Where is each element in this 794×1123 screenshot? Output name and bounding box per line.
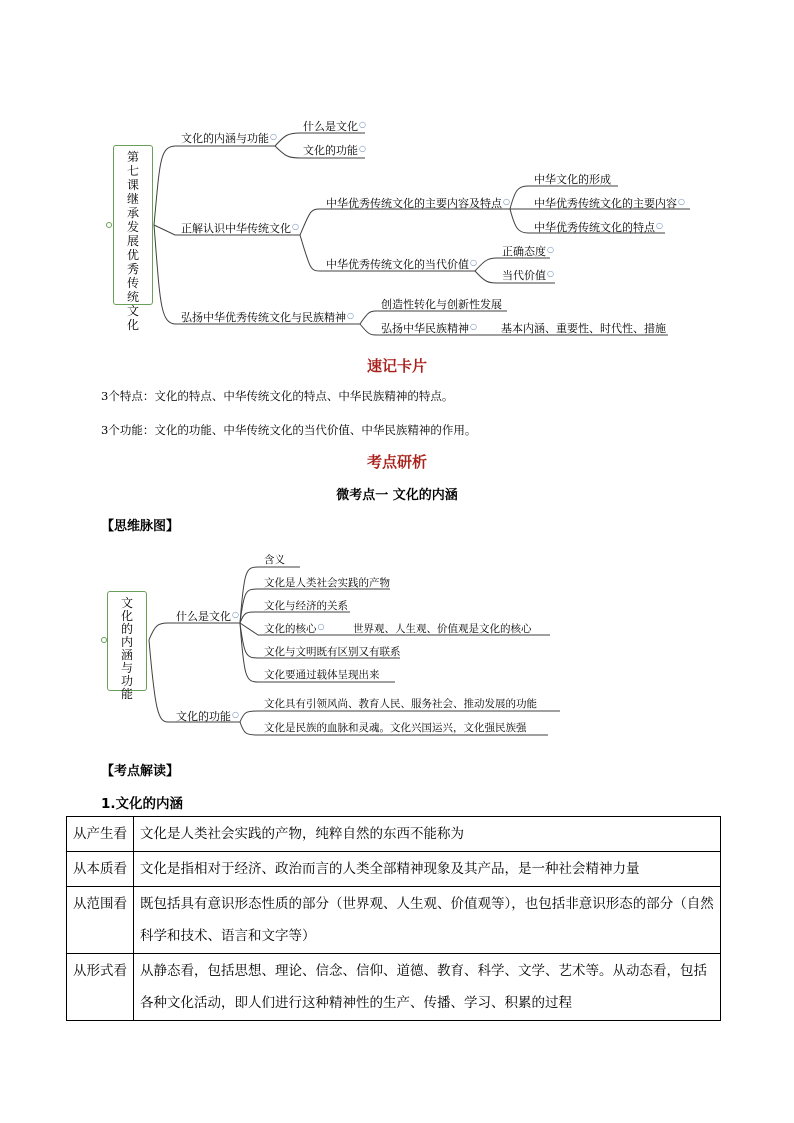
mindmap1-root: 第七课 继承发展优秀传统文化 xyxy=(113,145,153,305)
analysis-title: 考点研析 xyxy=(366,453,427,471)
mindmap2-node: 文化与文明既有区别又有联系 xyxy=(264,646,401,658)
culture-connotation-table xyxy=(66,816,721,1021)
mindmap1-node: 正确态度○ xyxy=(502,245,554,258)
table-row xyxy=(67,817,721,852)
mindmap2-branch-1: 什么是文化○ xyxy=(176,610,239,623)
table-key: 从范围看 xyxy=(67,887,134,954)
mindmap2-node: 文化要通过载体呈现出来 xyxy=(264,669,380,681)
mindmap2-node: 文化与经济的关系 xyxy=(264,600,348,612)
mindmap1-node: 当代价值○ xyxy=(502,269,554,282)
mindmap1-node: 什么是文化○ xyxy=(303,120,366,133)
mindmap2-branch-2: 文化的功能○ xyxy=(176,710,239,723)
mindmap1-node: 基本内涵、重要性、时代性、措施 xyxy=(501,322,666,335)
mindmap2-root: 文化的内涵与功能 xyxy=(107,591,147,691)
card-line-1: 3个特点：文化的特点、中华传统文化的特点、中华民族精神的特点。 xyxy=(101,389,454,403)
mindmap1-branch-1: 文化的内涵与功能○ xyxy=(181,132,277,145)
mindmap2-node: 文化是民族的血脉和灵魂。文化兴国运兴，文化强民族强 xyxy=(264,722,527,734)
mindmap1-node: 中华文化的形成 xyxy=(534,173,611,186)
mindmap1-node: 文化的功能○ xyxy=(303,144,366,157)
mindmap2-heading: 【思维脉图】 xyxy=(101,519,180,534)
mindmap1-branch-2: 正解认识中华传统文化○ xyxy=(181,222,299,235)
table-row xyxy=(67,954,721,1021)
mindmap1-node: 中华优秀传统文化的当代价值○ xyxy=(326,258,477,271)
table-row xyxy=(67,852,721,887)
table-key: 从产生看 xyxy=(67,817,134,852)
mindmap2-node: 文化是人类社会实践的产物 xyxy=(264,577,390,589)
mindmap1-node: 中华优秀传统文化的特点○ xyxy=(534,221,663,234)
mindmap2-node: 世界观、人生观、价值观是文化的核心 xyxy=(353,623,532,635)
mindmap1-node: 中华优秀传统文化的主要内容○ xyxy=(534,197,685,210)
mindmap2-node: 含义 xyxy=(264,554,285,566)
card-line-2: 3个功能：文化的功能、中华传统文化的当代价值、中华民族精神的作用。 xyxy=(101,423,477,437)
mindmap1-node: 创造性转化与创新性发展 xyxy=(381,298,502,311)
mindmap1-branch-3: 弘扬中华优秀传统文化与民族精神○ xyxy=(181,311,354,324)
reading-item-title: 1.文化的内涵 xyxy=(101,796,184,812)
card-title: 速记卡片 xyxy=(366,357,427,375)
mindmap2-node: 文化的核心○ xyxy=(264,622,325,635)
table-key: 从形式看 xyxy=(67,954,134,1021)
table-value: 既包括具有意识形态性质的部分（世界观、人生观、价值观等），也包括非意识形态的部分（自然科学和技术、语言和文字等） xyxy=(134,887,721,954)
table-value: 文化是人类社会实践的产物，纯粹自然的东西不能称为 xyxy=(134,817,721,852)
mindmap1-node: 弘扬中华民族精神○ xyxy=(381,322,477,335)
analysis-subtitle: 微考点一 文化的内涵 xyxy=(336,488,458,503)
table-row xyxy=(67,887,721,954)
table-key: 从本质看 xyxy=(67,852,134,887)
mindmap2-node: 文化具有引领风尚、教育人民、服务社会、推动发展的功能 xyxy=(264,698,537,710)
mindmap1-node: 中华优秀传统文化的主要内容及特点○ xyxy=(326,197,510,210)
table-value: 文化是指相对于经济、政治而言的人类全部精神现象及其产品，是一种社会精神力量 xyxy=(134,852,721,887)
reading-heading: 【考点解读】 xyxy=(101,764,180,779)
table-value: 从静态看，包括思想、理论、信念、信仰、道德、教育、科学、文学、艺术等。从动态看，包括各种文化活动，即人们进行这种精神性的生产、传播、学习、积累的过程 xyxy=(134,954,721,1021)
